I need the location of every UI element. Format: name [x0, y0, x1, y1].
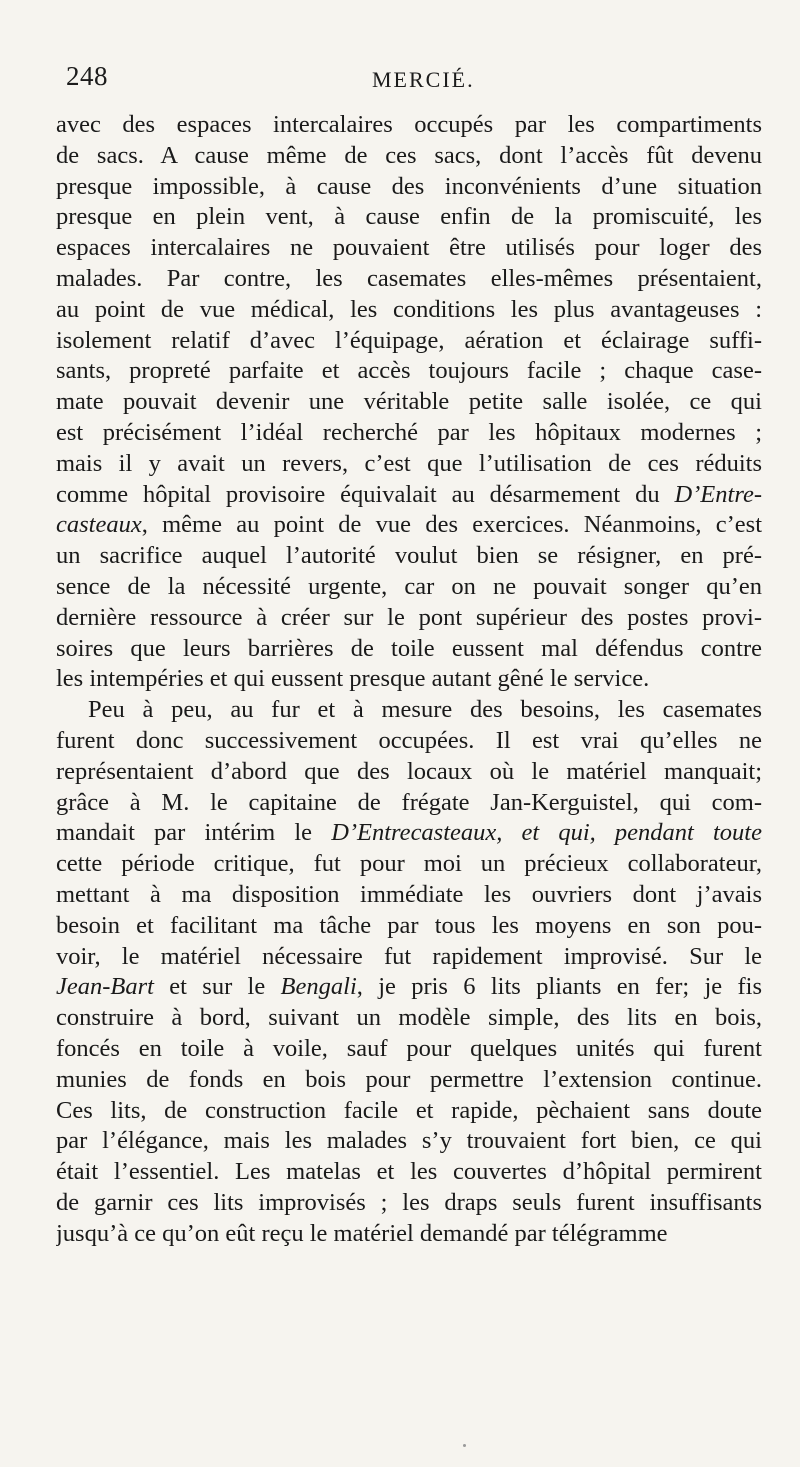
text-line: mandait par intérim le D’Entrecasteaux, et qui, pendant toute — [56, 819, 762, 847]
text-line: est précisément l’idéal recherché par les hôpitaux modernes ; — [56, 418, 762, 446]
text-line: de sacs. A cause même de ces sacs, dont l’accès fût devenu — [56, 141, 762, 169]
text-line: un sacrifice auquel l’autorité voulut bien se résigner, en pré- — [56, 542, 762, 570]
paragraph — [56, 695, 762, 1249]
text-line: isolement relatif d’avec l’équipage, aération et éclairage suffi- — [56, 326, 762, 354]
text-line: furent donc successivement occupées. Il est vrai qu’elles ne — [56, 726, 762, 754]
text-line: voir, le matériel nécessaire fut rapidement improvisé. Sur le — [56, 942, 762, 970]
body-text — [56, 110, 762, 1249]
text-line: besoin et facilitant ma tâche par tous les moyens en son pou- — [56, 911, 762, 939]
text-line: construire à bord, suivant un modèle simple, des lits en bois, — [56, 1004, 762, 1032]
text-line: sence de la nécessité urgente, car on ne pouvait songer qu’en — [56, 572, 762, 600]
paragraph — [56, 110, 762, 695]
text-line: dernière ressource à créer sur le pont supérieur des postes provi- — [56, 603, 762, 631]
text-line: presque en plein vent, à cause enfin de la promiscuité, les — [56, 203, 762, 231]
text-line: mate pouvait devenir une véritable petite salle isolée, ce qui — [56, 388, 762, 416]
text-line: Jean-Bart et sur le Bengali, je pris 6 lits pliants en fer; je fis — [56, 973, 762, 1001]
text-line: jusqu’à ce qu’on eût reçu le matériel demandé par télégramme — [56, 1219, 668, 1247]
text-line: grâce à M. le capitaine de frégate Jan-Kerguistel, qui com- — [56, 788, 762, 816]
text-line: au point de vue médical, les conditions les plus avantageuses : — [56, 295, 762, 323]
text-line: représentaient d’abord que des locaux où le matériel manquait; — [56, 757, 762, 785]
text-line: presque impossible, à cause des inconvénients d’une situation — [56, 172, 762, 200]
text-line: espaces intercalaires ne pouvaient être utilisés pour loger des — [56, 234, 762, 262]
text-line: malades. Par contre, les casemates elles-mêmes présentaient, — [56, 264, 762, 292]
text-line: avec des espaces intercalaires occupés par les compartiments — [56, 111, 762, 138]
paragraphs — [56, 110, 762, 1249]
page-header — [0, 55, 800, 95]
text-line: par l’élégance, mais les malades s’y trouvaient fort bien, ce qui — [56, 1127, 762, 1155]
text-line: foncés en toile à voile, sauf pour quelques unités qui furent — [56, 1034, 762, 1062]
page-number: 248 — [66, 61, 108, 91]
text-line: Ces lits, de construction facile et rapide, pèchaient sans doute — [56, 1096, 762, 1124]
text-line: soires que leurs barrières de toile eussent mal défendus contre — [56, 634, 762, 662]
text-line: les intempéries et qui eussent presque autant gêné le service. — [56, 665, 650, 693]
text-line: cette période critique, fut pour moi un précieux collaborateur, — [56, 850, 762, 878]
text-line: munies de fonds en bois pour permettre l’extension continue. — [56, 1065, 762, 1093]
text-line: sants, propreté parfaite et accès toujours facile ; chaque case- — [56, 357, 762, 385]
text-line: de garnir ces lits improvisés ; les draps seuls furent insuffisants — [56, 1188, 762, 1216]
text-line: Peu à peu, au fur et à mesure des besoins, les casemates — [88, 696, 762, 724]
text-line: mettant à ma disposition immédiate les ouvriers dont j’avais — [56, 880, 762, 908]
text-line: comme hôpital provisoire équivalait au désarmement du D’Entre- — [56, 480, 762, 508]
text-line: casteaux, même au point de vue des exercices. Néanmoins, c’est — [56, 511, 762, 539]
scan-speck — [463, 1444, 466, 1447]
text-line: était l’essentiel. Les matelas et les couvertes d’hôpital permirent — [56, 1158, 762, 1186]
running-head: MERCIÉ. — [372, 67, 475, 92]
text-line: mais il y avait un revers, c’est que l’utilisation de ces réduits — [56, 449, 762, 477]
